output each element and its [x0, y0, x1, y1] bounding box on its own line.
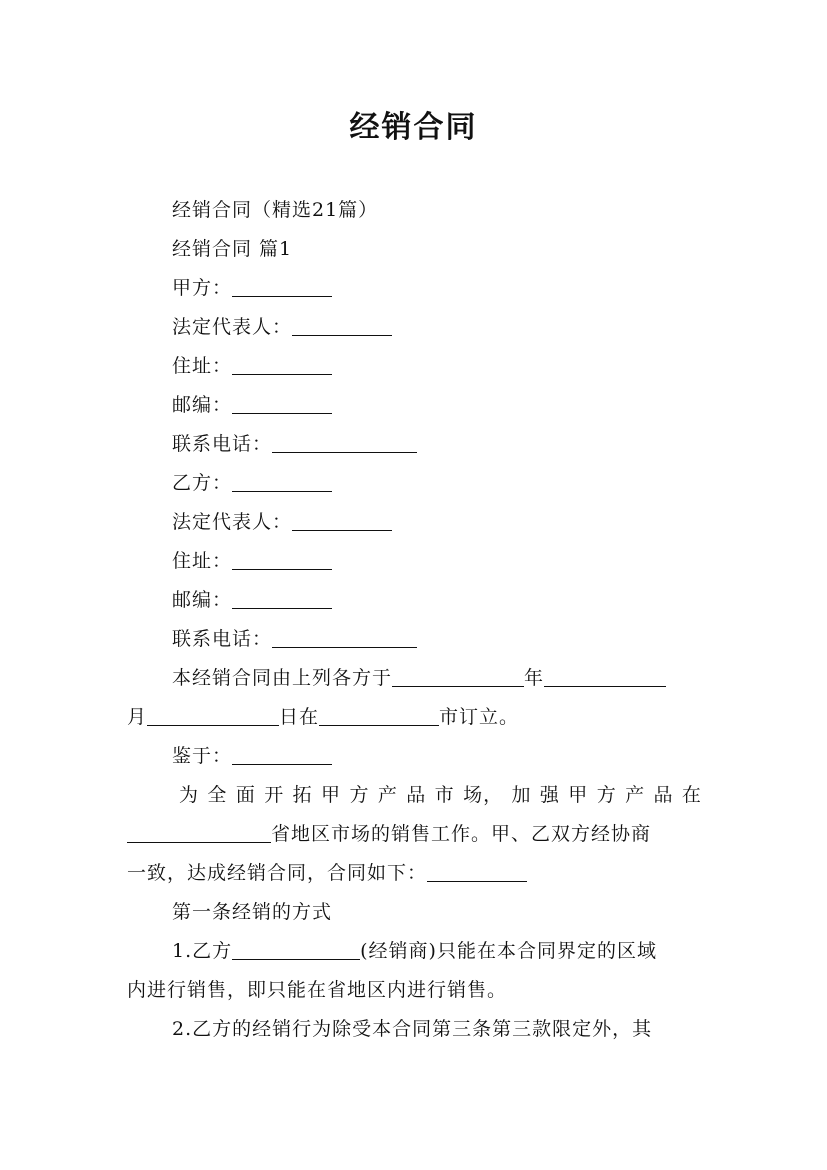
party-a-blank	[232, 276, 332, 297]
subtitle: 经销合同（精选21篇）	[172, 199, 379, 221]
purpose-char: 全	[207, 784, 228, 806]
party-a-postcode-blank	[232, 393, 332, 414]
party-a-rep-blank	[292, 315, 392, 336]
purpose-char: 市	[434, 784, 455, 806]
whereas-line	[127, 742, 702, 770]
purpose-text-2: 省地区市场的销售工作。甲、乙双方经协商	[271, 823, 652, 845]
party-b-label: 乙方：	[172, 472, 233, 494]
party-a-phone-line	[127, 430, 702, 458]
purpose-char: 甲	[321, 784, 342, 806]
whereas-label: 鉴于：	[172, 745, 233, 767]
purpose-text-3: 一致，达成经销合同，合同如下：	[127, 862, 428, 884]
day-label: 日在	[279, 706, 320, 728]
province-blank	[127, 822, 271, 843]
party-a-address-blank	[232, 354, 332, 375]
party-a-address-line	[127, 352, 702, 380]
purpose-char: 在	[681, 784, 702, 806]
purpose-char: 加	[511, 784, 532, 806]
party-a-rep-label: 法定代表人：	[172, 316, 293, 338]
party-b-rep-blank	[292, 510, 392, 531]
whereas-blank	[232, 744, 332, 765]
party-b-blank	[232, 471, 332, 492]
clause-1-part-b: (经销商)只能在本合同界定的区域	[360, 940, 657, 962]
section-heading: 经销合同 篇1	[172, 238, 293, 260]
party-b-line	[127, 469, 702, 497]
purpose-char: 方	[596, 784, 617, 806]
clause-1-part-a: 1.乙方	[172, 940, 233, 962]
party-b-address-line	[127, 547, 702, 575]
party-b-postcode-line	[127, 586, 702, 614]
party-a-line	[127, 274, 702, 302]
purpose-char: 开	[264, 784, 285, 806]
year-blank	[392, 666, 524, 687]
month-label: 月	[127, 706, 148, 728]
purpose-char: 面	[235, 784, 256, 806]
purpose-char: 场，	[463, 784, 504, 806]
day-blank	[147, 705, 279, 726]
party-b-postcode-label: 邮编：	[172, 589, 233, 611]
party-a-rep-line	[127, 313, 702, 341]
party-b-postcode-blank	[232, 588, 332, 609]
signing-line-1	[127, 664, 702, 692]
party-b-address-label: 住址：	[172, 550, 233, 572]
party-a-postcode-line	[127, 391, 702, 419]
purpose-char: 方	[349, 784, 370, 806]
purpose-char: 甲	[568, 784, 589, 806]
signing-line-2	[127, 703, 702, 731]
party-b-phone-blank	[272, 627, 417, 648]
purpose-char: 品	[653, 784, 674, 806]
purpose-line-2	[127, 820, 702, 848]
contract-blank	[427, 861, 527, 882]
purpose-line-1	[127, 781, 702, 809]
dealer-blank	[232, 939, 360, 960]
city-blank	[319, 705, 439, 726]
document-title: 经销合同	[349, 110, 478, 145]
purpose-char: 为	[179, 784, 200, 806]
party-b-phone-label: 联系电话：	[172, 628, 273, 650]
purpose-char: 品	[406, 784, 427, 806]
party-a-phone-blank	[272, 432, 417, 453]
clause-1-line-1	[127, 937, 702, 965]
party-a-address-label: 住址：	[172, 355, 233, 377]
party-a-label: 甲方：	[172, 277, 233, 299]
party-a-phone-label: 联系电话：	[172, 433, 273, 455]
party-b-address-blank	[232, 549, 332, 570]
purpose-char: 产	[625, 784, 646, 806]
purpose-line-3	[127, 859, 702, 887]
purpose-char: 拓	[292, 784, 313, 806]
clause-1-line-2: 内进行销售，即只能在省地区内进行销售。	[127, 979, 508, 1001]
signing-text: 本经销合同由上列各方于	[172, 667, 393, 689]
city-label: 市订立。	[439, 706, 520, 728]
party-b-phone-line	[127, 625, 702, 653]
party-a-postcode-label: 邮编：	[172, 394, 233, 416]
purpose-char: 产	[377, 784, 398, 806]
clause-2-line-1: 2.乙方的经销行为除受本合同第三条第三款限定外，其	[172, 1018, 653, 1040]
purpose-char: 强	[539, 784, 560, 806]
month-blank-leading	[544, 666, 666, 687]
party-b-rep-line	[127, 508, 702, 536]
year-label: 年	[524, 667, 545, 689]
article-1-heading: 第一条经销的方式	[172, 901, 333, 923]
party-b-rep-label: 法定代表人：	[172, 511, 293, 533]
